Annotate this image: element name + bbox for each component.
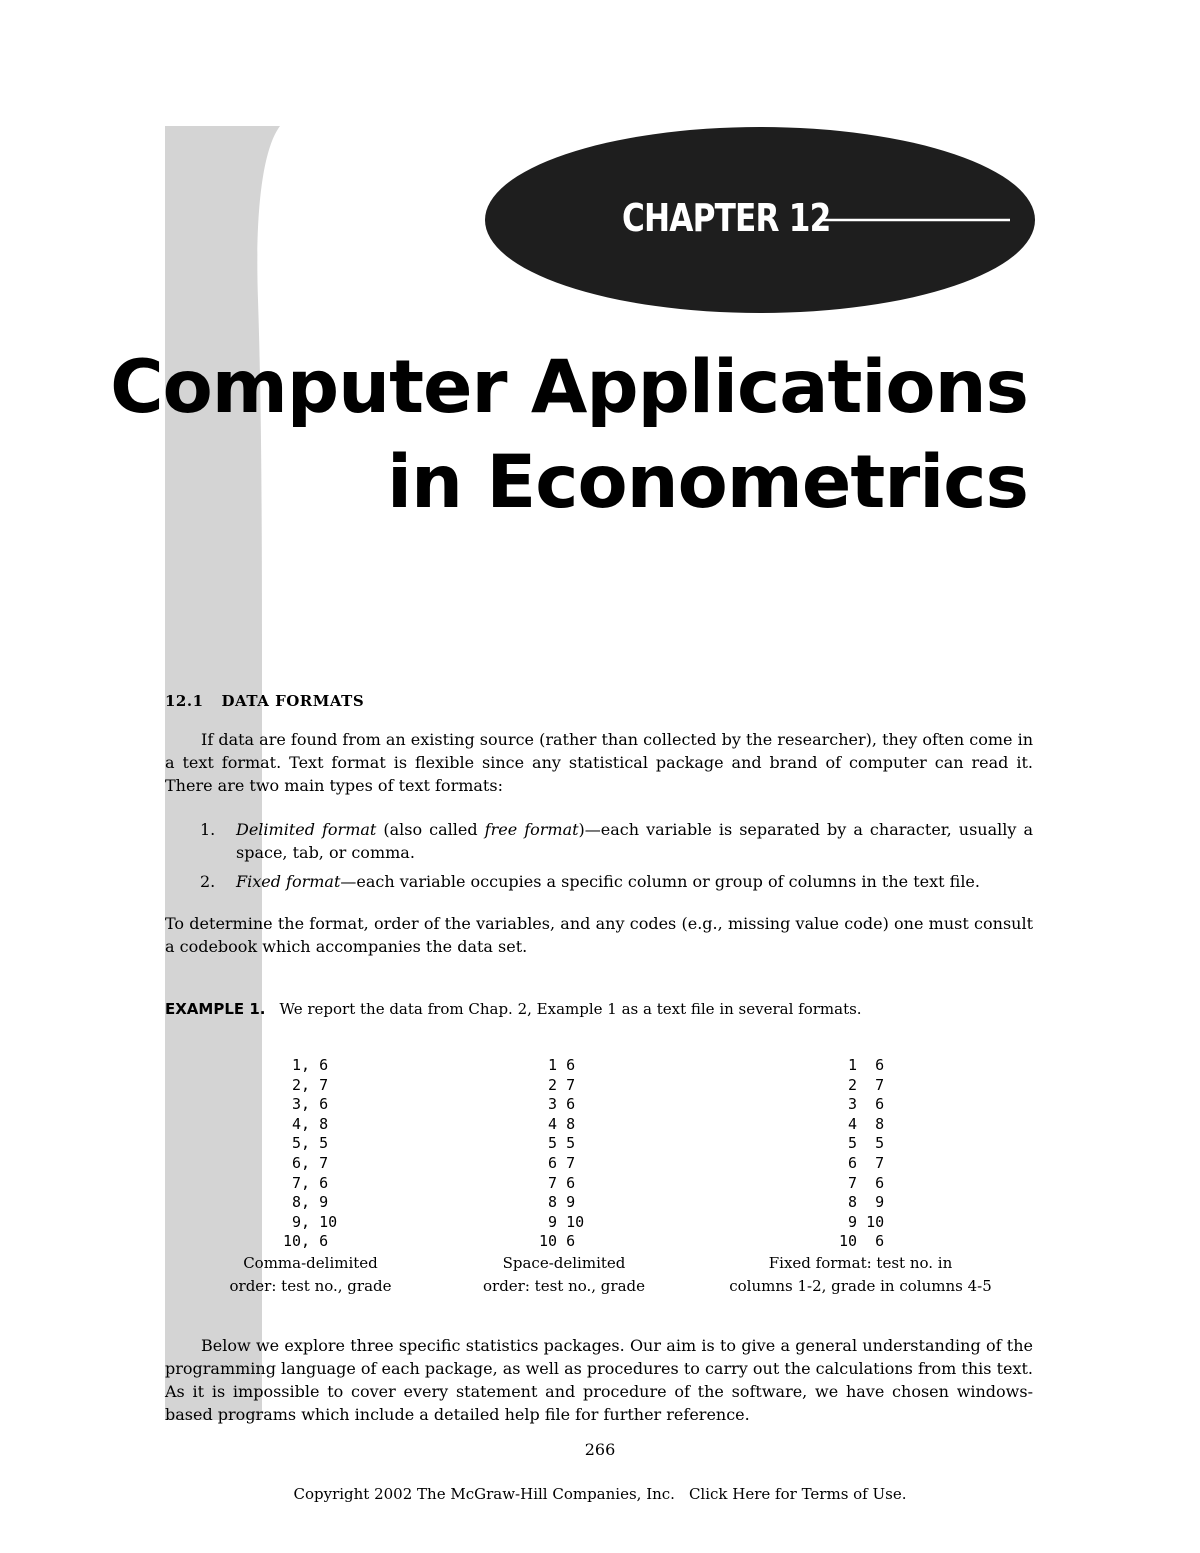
section-number: 12.1 xyxy=(165,692,204,710)
data-row: 4, 8 xyxy=(283,1114,329,1133)
data-row: 5 5 xyxy=(839,1134,885,1153)
column-caption-detail: order: test no., grade xyxy=(483,1276,645,1295)
list-item xyxy=(200,818,1033,864)
copyright-text: Copyright 2002 The McGraw-Hill Companies, Inc. xyxy=(293,1485,675,1503)
data-column-space xyxy=(474,1056,654,1298)
data-row: 10 6 xyxy=(539,1232,576,1251)
example-label: EXAMPLE 1. xyxy=(165,1000,266,1018)
data-row: 6, 7 xyxy=(283,1153,329,1172)
example-text: We report the data from Chap. 2, Example 1 as a text file in several formats. xyxy=(279,1000,862,1018)
data-row: 9, 10 xyxy=(283,1212,338,1231)
data-row: 1, 6 xyxy=(283,1056,329,1074)
data-row: 6 7 xyxy=(539,1153,576,1172)
column-caption-detail: order: test no., grade xyxy=(229,1276,392,1295)
column-caption-detail: columns 1-2, grade in columns 4-5 xyxy=(729,1276,992,1295)
chapter-label: CHAPTER 12 xyxy=(622,196,831,240)
column-caption: Fixed format: test no. in xyxy=(768,1253,953,1272)
list-number: 1. xyxy=(200,820,216,839)
list-text: )—each variable is separated by a character, usually a space, tab, or comma. xyxy=(236,820,1034,862)
footer xyxy=(0,1485,1200,1503)
column-caption: Space-delimited xyxy=(502,1253,626,1272)
closing-paragraph: Below we explore three specific statistics packages. Our aim is to give a general understanding of the programming language of each package, as well as procedures to carry out the calculations from this text. As it is impossible to cover every statement and procedure of the software, we have chosen windows-based programs which include a detailed help file for further reference. xyxy=(165,1336,1033,1424)
section-title: DATA FORMATS xyxy=(221,692,365,710)
data-rows xyxy=(474,1056,654,1252)
data-row: 9 10 xyxy=(539,1212,585,1231)
list-text: —each variable occupies a specific column or group of columns in the text file. xyxy=(340,872,980,891)
data-rows xyxy=(218,1056,403,1252)
terms-link[interactable]: Click Here for Terms of Use. xyxy=(688,1485,907,1503)
data-row: 5 5 xyxy=(539,1134,576,1153)
data-row: 1 6 xyxy=(839,1056,885,1074)
section-heading xyxy=(165,692,364,710)
data-row: 2, 7 xyxy=(283,1075,329,1094)
codebook-paragraph: To determine the format, order of the variables, and any codes (e.g., missing value code) one must consult a codebook which accompanies the data set. xyxy=(165,914,1033,956)
list-term: Delimited format xyxy=(236,820,377,839)
page-number: 266 xyxy=(584,1440,616,1459)
data-row: 9 10 xyxy=(839,1212,885,1231)
chapter-title-line-1: Computer Applications xyxy=(110,345,1028,430)
data-row: 1 6 xyxy=(539,1056,576,1074)
list-number: 2. xyxy=(200,872,216,891)
data-rows xyxy=(718,1056,1003,1252)
data-row: 3, 6 xyxy=(283,1095,329,1114)
data-row: 8 9 xyxy=(539,1193,576,1212)
data-row: 6 7 xyxy=(839,1153,885,1172)
example-line xyxy=(165,1000,862,1018)
data-row: 7 6 xyxy=(839,1173,885,1192)
data-row: 3 6 xyxy=(539,1095,576,1114)
data-row: 2 7 xyxy=(539,1075,576,1094)
data-row: 3 6 xyxy=(839,1095,885,1114)
list-item xyxy=(200,870,1033,893)
list-term: Fixed format xyxy=(236,872,341,891)
column-caption: Comma-delimited xyxy=(243,1253,378,1272)
data-row: 5, 5 xyxy=(283,1134,329,1153)
list-mid: (also called xyxy=(376,820,485,839)
data-row: 10 6 xyxy=(839,1232,885,1251)
data-column-fixed xyxy=(718,1056,1003,1298)
data-row: 7 6 xyxy=(539,1173,576,1192)
data-row: 2 7 xyxy=(839,1075,885,1094)
list-term-alt: free format xyxy=(484,820,579,839)
data-row: 8, 9 xyxy=(283,1193,329,1212)
data-row: 7, 6 xyxy=(283,1173,329,1192)
intro-paragraph: If data are found from an existing source (rather than collected by the researcher), they often come in a text format. Text format is flexible since any statistical package and brand of computer can read it. There are two main types of text formats: xyxy=(165,730,1033,795)
data-row: 4 8 xyxy=(539,1114,576,1133)
data-column-comma xyxy=(218,1056,403,1298)
data-row: 8 9 xyxy=(839,1193,885,1212)
data-row: 4 8 xyxy=(839,1114,885,1133)
data-row: 10, 6 xyxy=(283,1232,329,1251)
chapter-title-line-2: in Econometrics xyxy=(386,440,1028,525)
